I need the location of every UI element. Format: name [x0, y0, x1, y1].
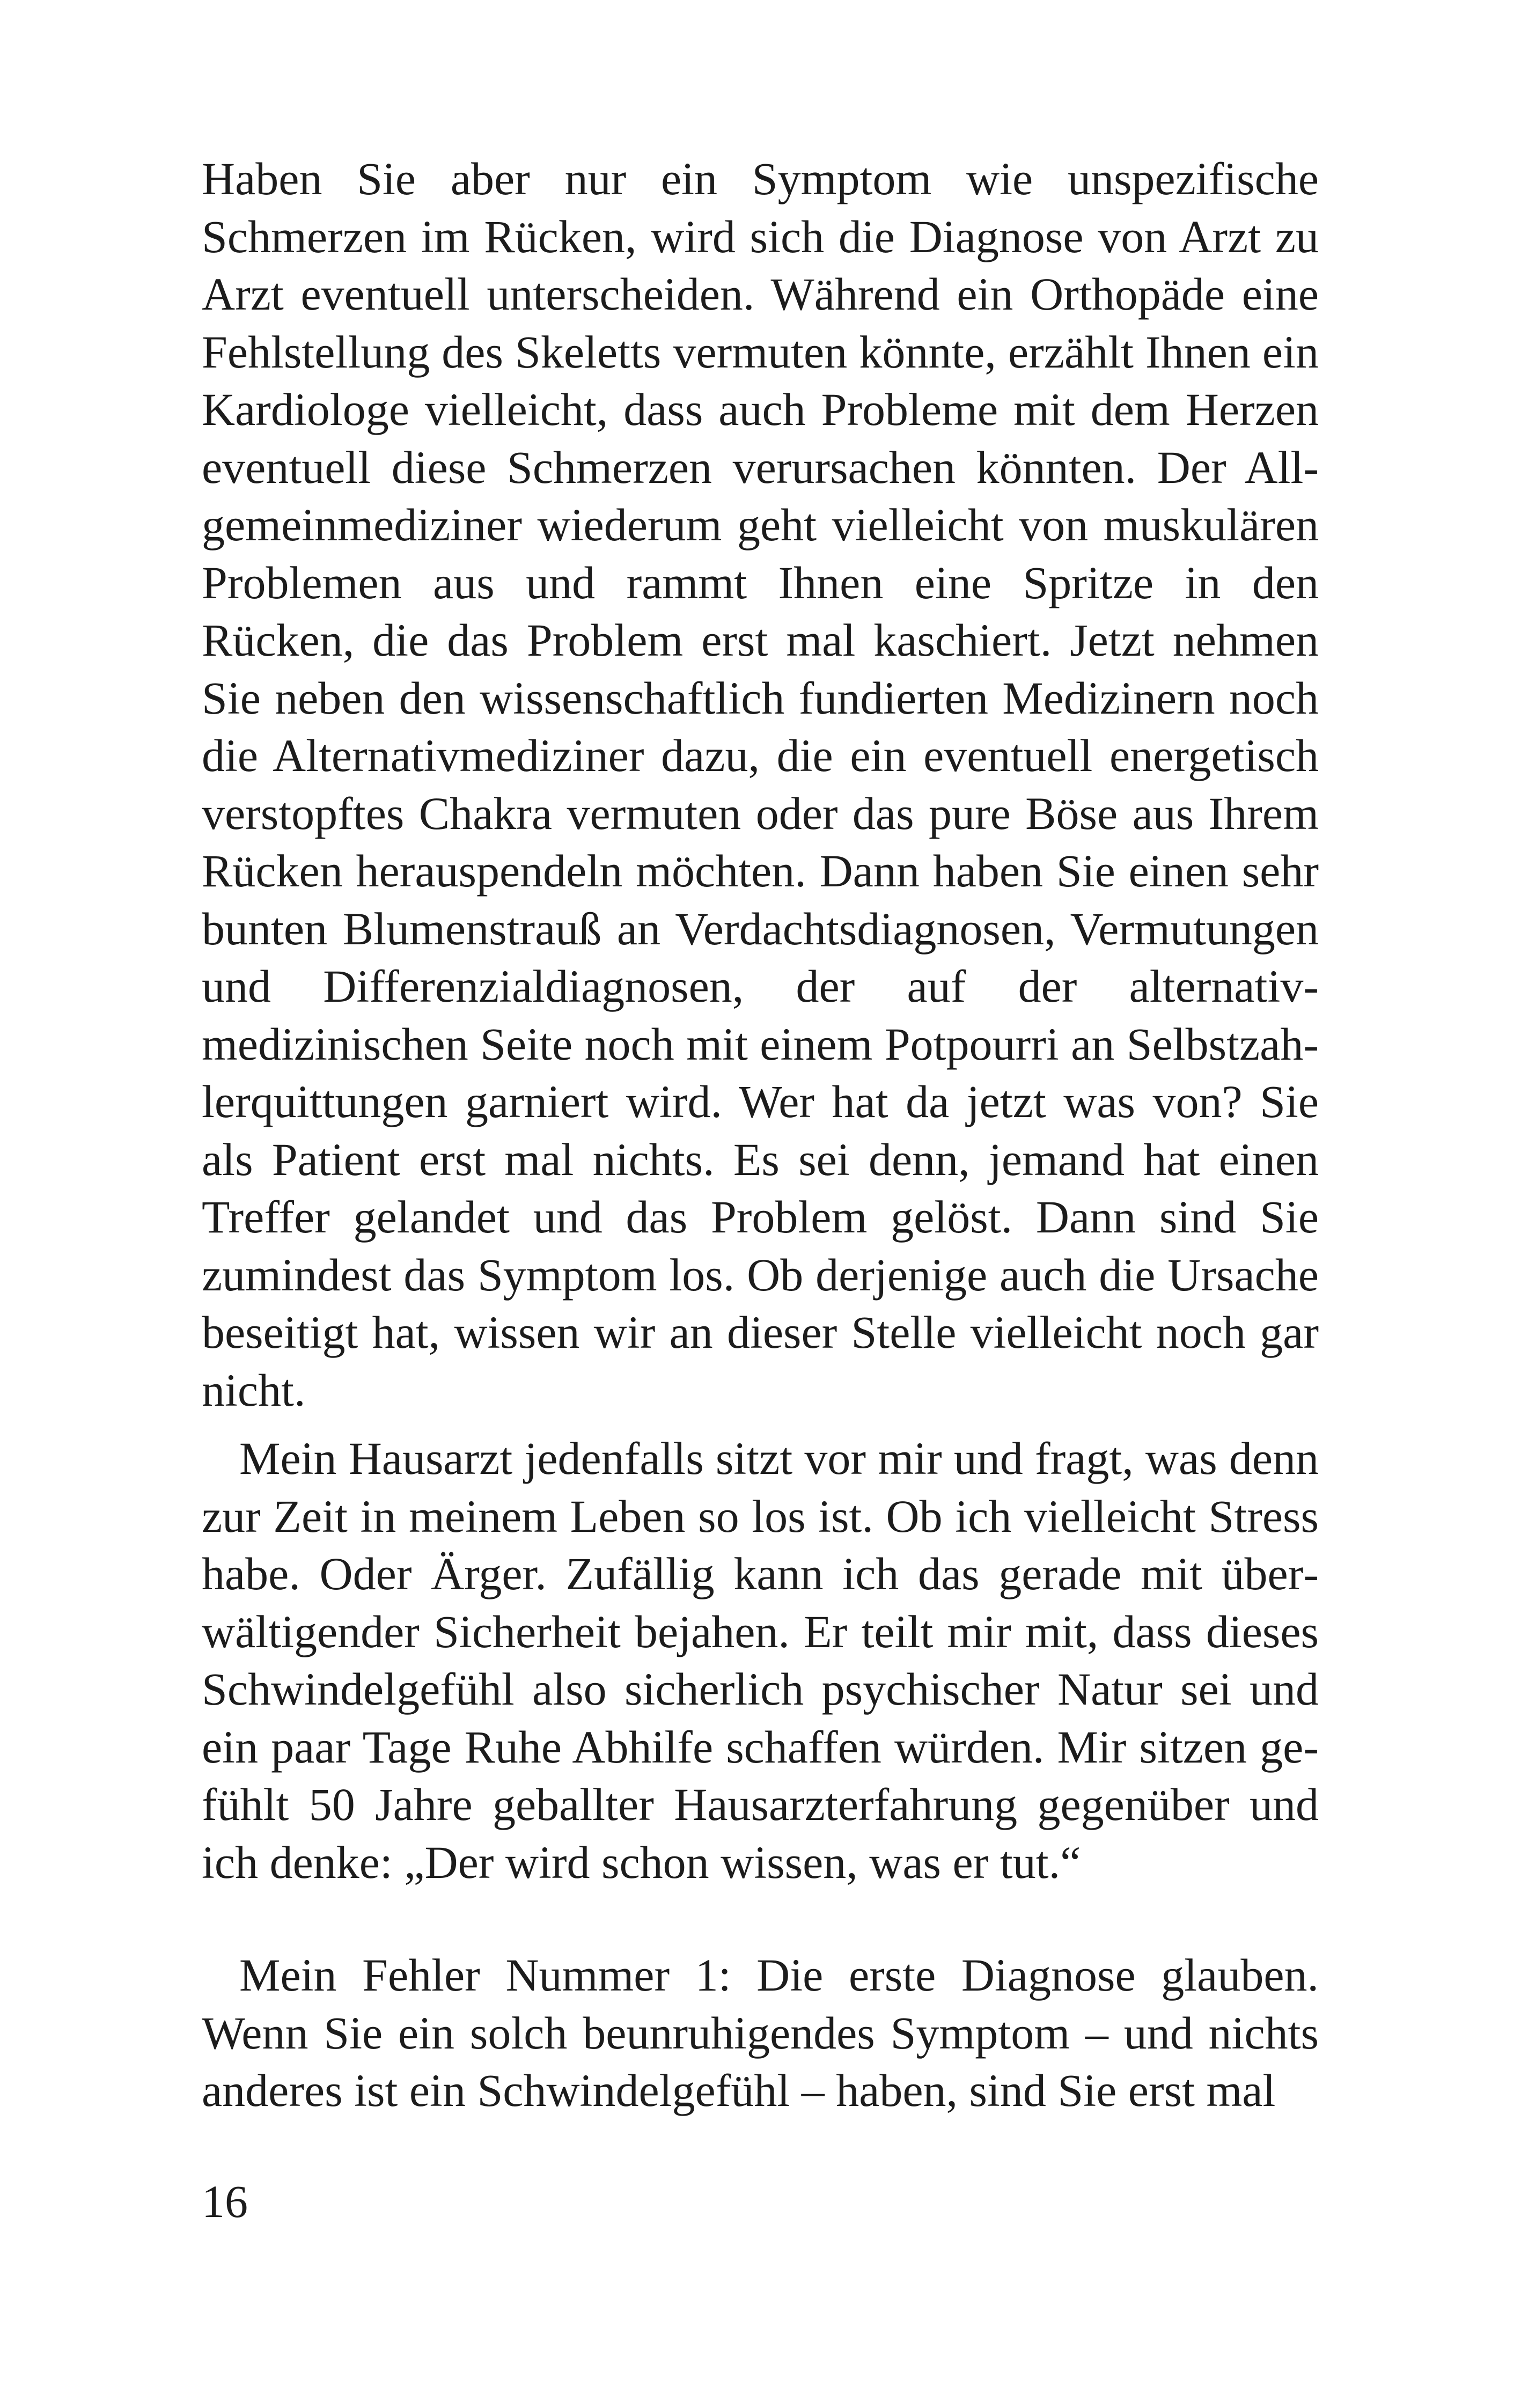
paragraph-back-pain-diagnoses: Haben Sie aber nur ein Symptom wie unspezifische Schmerzen im Rücken, wird sich die Diagnose von Arzt zu Arzt eventuell unterscheiden. Während ein Orthopäde eine Fehlstellung des Skeletts vermuten könnte, erzählt Ihnen ein Kardiologe vielleicht, dass auch Probleme mit dem Herzen eventuell diese Schmerzen verursachen könnten. Der Allgemeinmediziner wiederum geht vielleicht von muskulären Problemen aus und rammt Ihnen eine Spritze in den Rücken, die das Problem erst mal kaschiert. Jetzt nehmen Sie neben den wissenschaftlich fundierten Medizinern noch die Alternativmediziner dazu, die ein eventuell energetisch verstopftes Chakra vermuten oder das pure Böse aus Ihrem Rücken herauspendeln möchten. Dann haben Sie einen sehr bunten Blumenstrauß an Verdachtsdiagnosen, Vermutungen und Differenzialdiagnosen, der auf der alternativmedizinischen Seite noch mit einem Potpourri an Selbstzahlerquittungen garniert wird. Wer hat da jetzt was von? Sie als Patient erst mal nichts. Es sei denn, jemand hat einen Treffer gelandet und das Problem gelöst. Dann sind Sie zumindest das Symptom los. Ob derjenige auch die Ursache beseitigt hat, wissen wir an dieser Stelle vielleicht noch gar nicht.: [202, 153, 1319, 1416]
paragraph-mistake-number-one: Mein Fehler Nummer 1: Die erste Diagnose glauben. Wenn Sie ein solch beunruhigendes Symptom – und nichts anderes ist ein Schwindelgefühl – haben, sind Sie erst mal: [202, 1949, 1319, 2116]
page-number: 16: [202, 2176, 248, 2227]
paragraph-general-practitioner-visit: Mein Hausarzt jedenfalls sitzt vor mir und fragt, was denn zur Zeit in meinem Leben so los ist. Ob ich vielleicht Stress habe. Oder Ärger. Zufällig kann ich das gerade mit überwältigender Sicherheit bejahen. Er teilt mir mit, dass dieses Schwindelgefühl also sicherlich psychischer Natur sei und ein paar Tage Ruhe Abhilfe schaffen würden. Mir sitzen gefühlt 50 Jahre geballter Hausarzterfahrung gegenüber und ich denke: „Der wird schon wissen, was er tut.“: [202, 1433, 1319, 1888]
